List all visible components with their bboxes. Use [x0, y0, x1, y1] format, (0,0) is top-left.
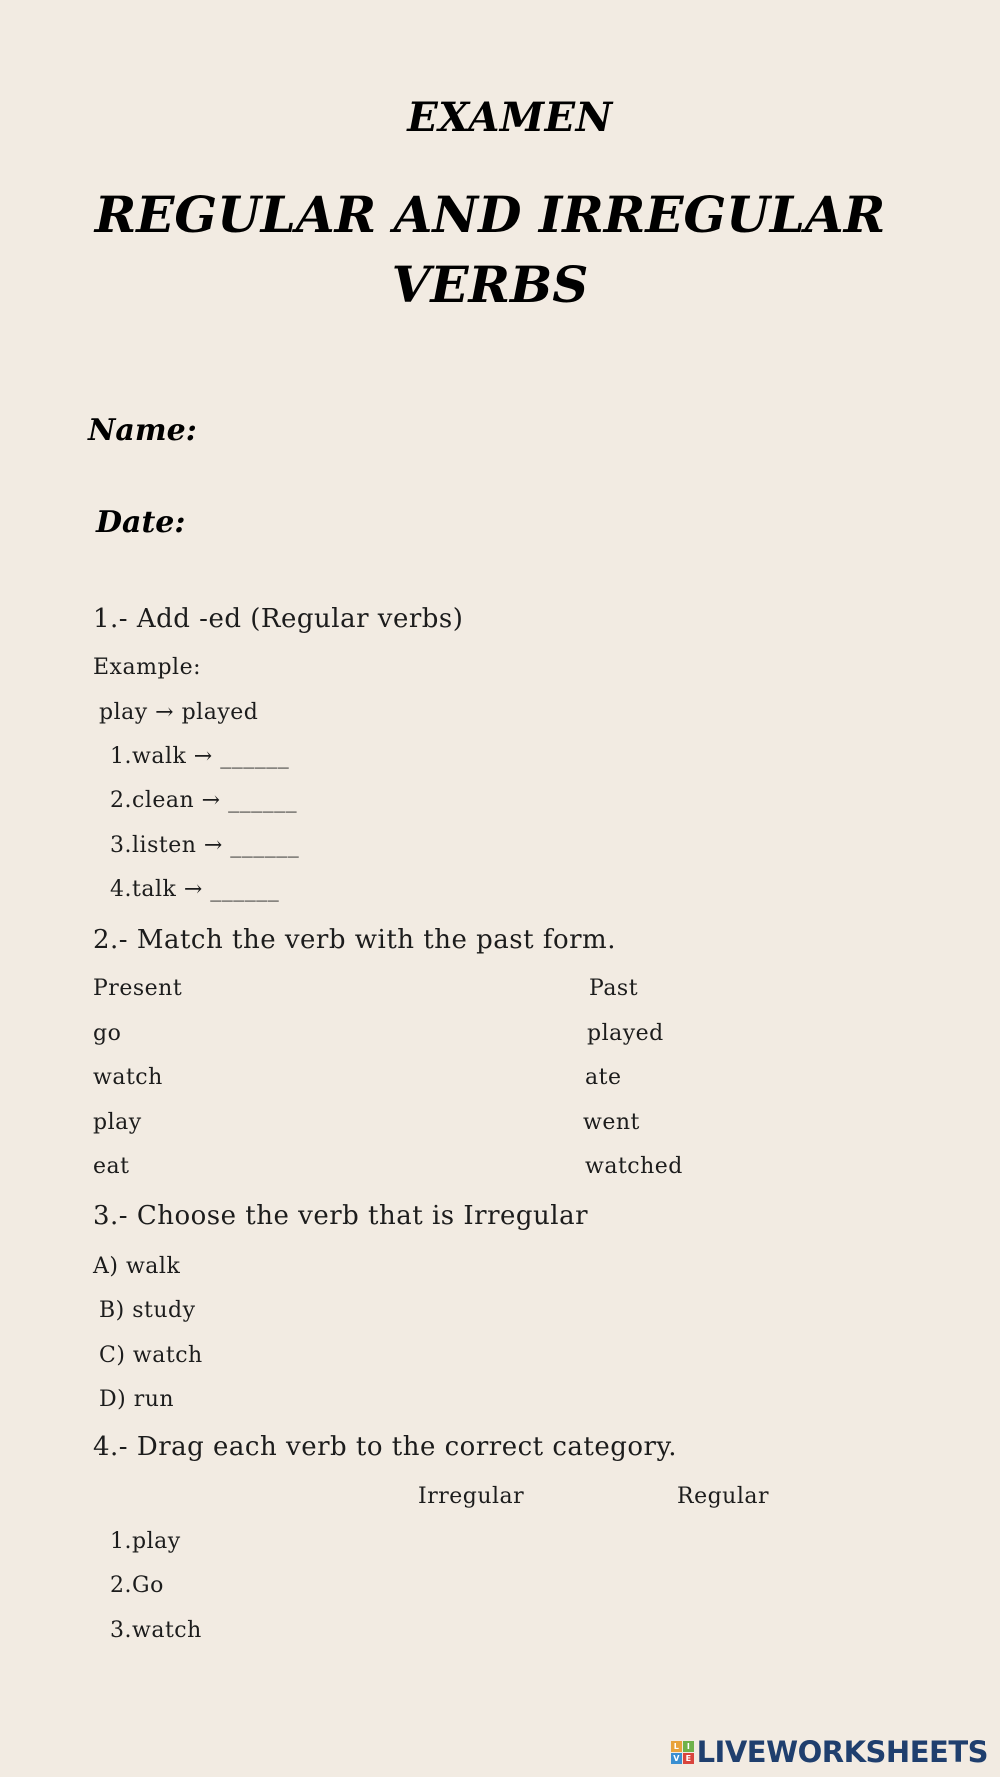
example-text: play → played	[99, 700, 259, 725]
item-number: 1.	[110, 744, 132, 769]
item-text: watch	[132, 1618, 202, 1643]
irregular-category[interactable]: Irregular	[418, 1484, 525, 1509]
name-label: Name:	[88, 413, 197, 448]
past-verb[interactable]: watched	[585, 1154, 683, 1179]
option-b[interactable]: B) study	[99, 1298, 196, 1323]
page-title: REGULAR AND IRREGULAR VERBS	[94, 185, 886, 314]
date-label: Date:	[96, 505, 186, 540]
logo-text: LIVEWORKSHEETS	[696, 1735, 988, 1769]
item-number: 3.	[110, 1618, 132, 1643]
section3-heading: 3.- Choose the verb that is Irregular	[93, 1201, 589, 1231]
option-a[interactable]: A) walk	[93, 1254, 181, 1279]
present-header: Present	[93, 976, 183, 1001]
item-number: 4.	[110, 877, 132, 902]
item-number: 2.	[110, 788, 132, 813]
item-number: 3.	[110, 833, 132, 858]
logo-tile-e: E	[683, 1753, 694, 1764]
section1-heading: 1.- Add -ed (Regular verbs)	[93, 604, 464, 634]
logo-tile-i: I	[683, 1741, 694, 1752]
past-header: Past	[589, 976, 639, 1001]
example-label: Example:	[93, 655, 201, 680]
item-text: listen → ______	[132, 833, 300, 858]
option-c[interactable]: C) watch	[99, 1343, 203, 1368]
logo-tile-v: V	[671, 1753, 682, 1764]
section1-item[interactable]	[110, 833, 299, 858]
past-verb[interactable]: ate	[585, 1065, 622, 1090]
section1-item[interactable]	[110, 877, 279, 902]
item-number: 1.	[110, 1529, 132, 1554]
present-verb[interactable]: play	[93, 1110, 142, 1135]
present-verb[interactable]: watch	[93, 1065, 163, 1090]
present-verb[interactable]: go	[93, 1021, 122, 1046]
item-text: walk → ______	[132, 744, 290, 769]
liveworksheets-logo[interactable]	[671, 1735, 988, 1769]
section4-heading: 4.- Drag each verb to the correct category.	[93, 1432, 677, 1462]
present-verb[interactable]: eat	[93, 1154, 130, 1179]
drag-item[interactable]	[110, 1529, 181, 1554]
section1-item[interactable]	[110, 744, 289, 769]
item-text: talk → ______	[132, 877, 280, 902]
section1-item[interactable]	[110, 788, 297, 813]
item-text: Go	[132, 1573, 164, 1598]
logo-mark-icon	[671, 1741, 694, 1764]
logo-tile-l: L	[671, 1741, 682, 1752]
past-verb[interactable]: played	[587, 1021, 664, 1046]
past-verb[interactable]: went	[583, 1110, 640, 1135]
item-text: clean → ______	[132, 788, 298, 813]
item-text: play	[132, 1529, 181, 1554]
drag-item[interactable]	[110, 1573, 164, 1598]
item-number: 2.	[110, 1573, 132, 1598]
exam-label: EXAMEN	[407, 94, 613, 141]
section2-heading: 2.- Match the verb with the past form.	[93, 925, 616, 955]
option-d[interactable]: D) run	[99, 1387, 175, 1412]
regular-category[interactable]: Regular	[677, 1484, 770, 1509]
drag-item[interactable]	[110, 1618, 202, 1643]
